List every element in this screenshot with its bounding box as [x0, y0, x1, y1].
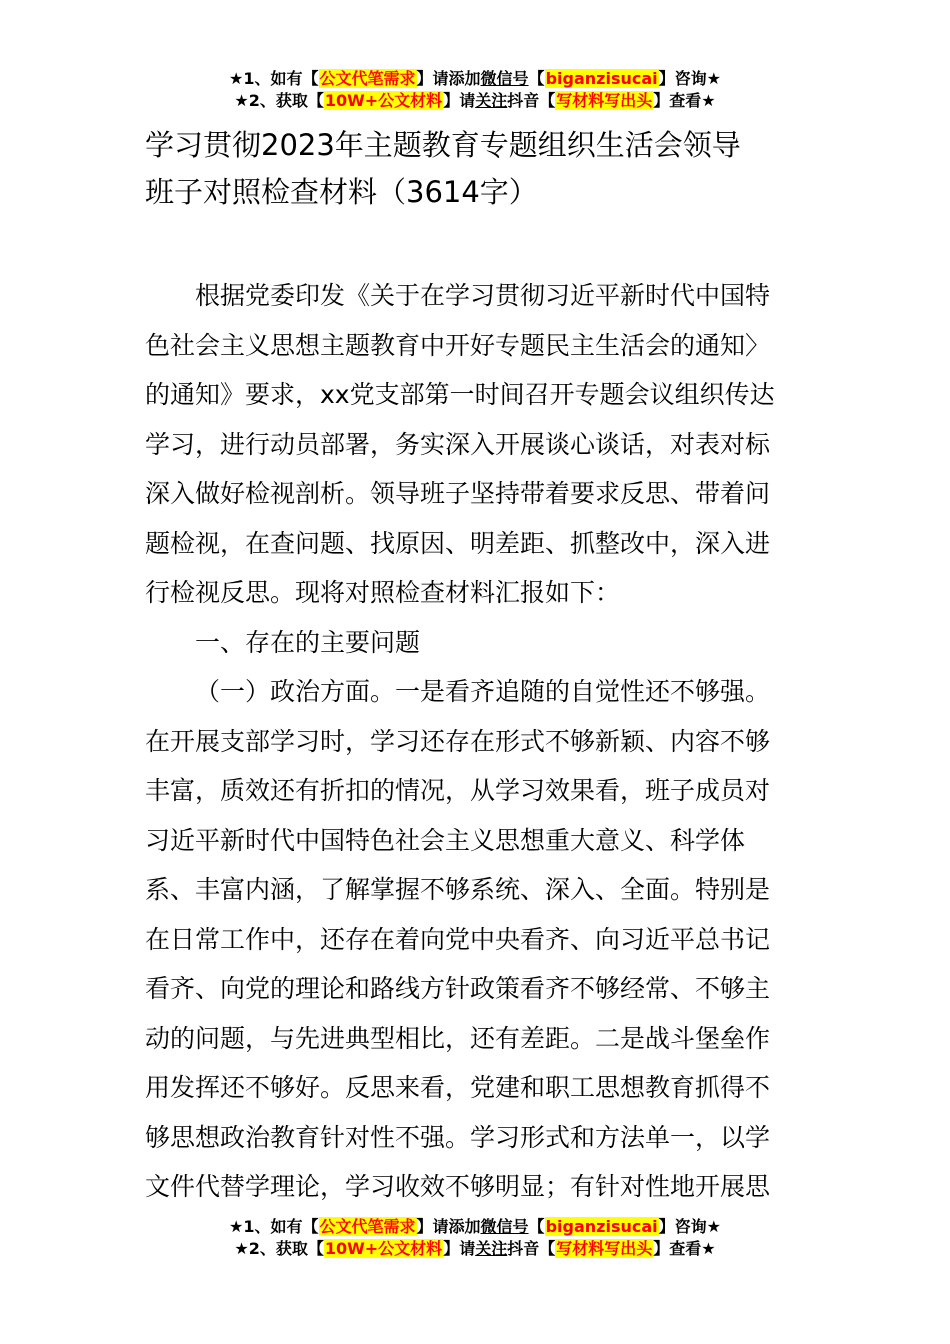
body-line: 题检视，在查问题、找原因、明差距、抓整改中，深入进	[145, 528, 771, 558]
header-notice	[0, 68, 950, 112]
body-line: 色社会主义思想主题教育中开好专题民主生活会的通知〉	[145, 330, 771, 360]
body-line: 动的问题，与先进典型相比，还有差距。二是战斗堡垒作	[145, 1023, 771, 1053]
title-line-2: 班子对照检查材料（3614字）	[145, 175, 538, 209]
highlight-douyin: 写材料写出头	[556, 1239, 653, 1258]
section-heading: 一、存在的主要问题	[195, 627, 421, 657]
document-body	[145, 271, 813, 1212]
notice-line-2: ★2、获取【10W+公文材料】请关注抖音【写材料写出头】查看★	[234, 91, 716, 110]
body-line: 根据党委印发《关于在学习贯彻习近平新时代中国特	[195, 281, 771, 310]
body-line: 在日常工作中，还存在着向党中央看齐、向习近平总书记	[145, 924, 771, 954]
body-line: 文件代替学理论，学习收效不够明显；有针对性地开展思	[145, 1172, 771, 1201]
highlight-materials: 10W+公文材料	[324, 1239, 443, 1258]
body-line: （一）政治方面。一是看齐追随的自觉性还不够强。	[195, 677, 771, 706]
body-line: 行检视反思。现将对照检查材料汇报如下：	[145, 578, 621, 607]
footer-notice	[0, 1216, 950, 1260]
body-line: 够思想政治教育针对性不强。学习形式和方法单一，以学	[145, 1122, 771, 1152]
document-title	[145, 122, 815, 216]
notice-line-2: ★2、获取【10W+公文材料】请关注抖音【写材料写出头】查看★	[234, 1239, 716, 1258]
highlight-wechat-id: biganzisucai	[545, 1217, 658, 1236]
highlight-wechat-id: biganzisucai	[545, 69, 658, 88]
body-line: 用发挥还不够好。反思来看，党建和职工思想教育抓得不	[145, 1073, 771, 1102]
highlight-service: 公文代笔需求	[319, 1217, 416, 1236]
body-line: 在开展支部学习时，学习还存在形式不够新颖、内容不够	[145, 726, 771, 756]
body-line: 学习，进行动员部署，务实深入开展谈心谈话，对表对标	[145, 429, 771, 459]
highlight-materials: 10W+公文材料	[324, 91, 443, 110]
highlight-service: 公文代笔需求	[319, 69, 416, 88]
body-line: 丰富，质效还有折扣的情况，从学习效果看，班子成员对	[145, 776, 771, 805]
body-line: 习近平新时代中国特色社会主义思想重大意义、科学体	[145, 825, 746, 855]
body-line: 看齐、向党的理论和路线方针政策看齐不够经常、不够主	[145, 974, 771, 1003]
notice-line-1: ★1、如有【公文代笔需求】请添加微信号【biganzisucai】咨询★	[229, 1217, 721, 1236]
body-line: 系、丰富内涵，了解掌握不够系统、深入、全面。特别是	[145, 875, 771, 904]
body-line: 深入做好检视剖析。领导班子坚持带着要求反思、带着问	[145, 479, 771, 508]
highlight-douyin: 写材料写出头	[556, 91, 653, 110]
body-line: 的通知》要求，xx党支部第一时间召开专题会议组织传达	[145, 380, 775, 409]
notice-line-1: ★1、如有【公文代笔需求】请添加微信号【biganzisucai】咨询★	[229, 69, 721, 88]
title-line-1: 学习贯彻2023年主题教育专题组织生活会领导	[145, 128, 741, 162]
